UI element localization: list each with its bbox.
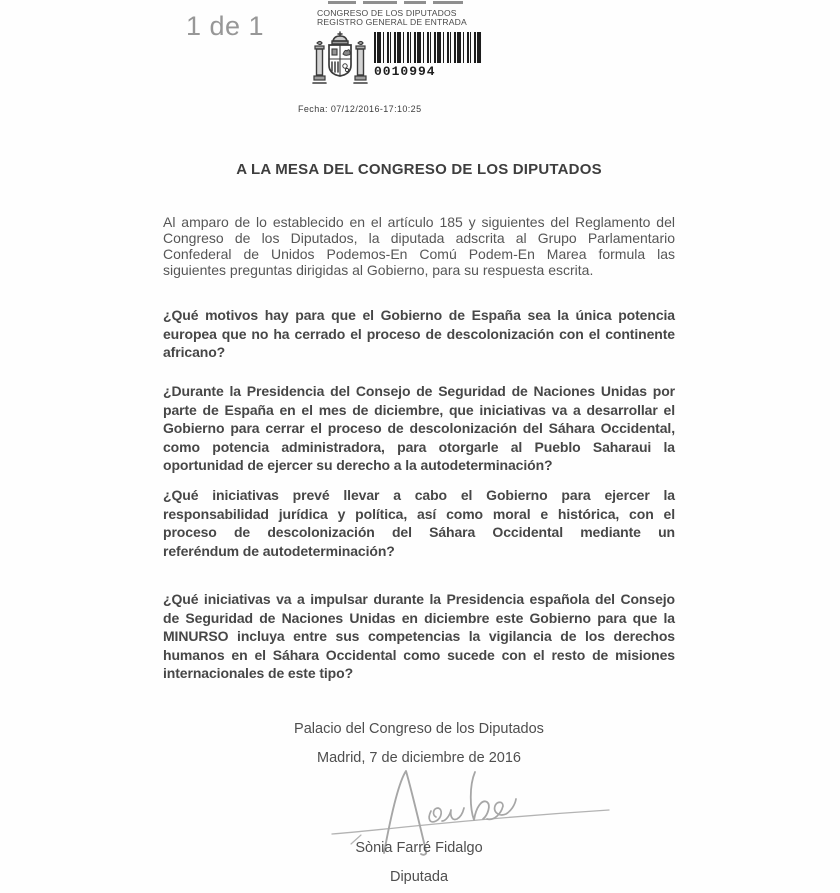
stamp-date: Fecha: 07/12/2016-17:10:25 bbox=[298, 103, 422, 114]
text-line: africano? bbox=[163, 344, 226, 361]
text-line: Gobierno para cerrar el proceso de descolonización del Sáhara Occidental, bbox=[163, 420, 675, 437]
page-indicator: 1 de 1 bbox=[186, 11, 265, 41]
stamp-header bbox=[317, 9, 496, 28]
question-paragraph-4 bbox=[163, 590, 675, 683]
document-title: A LA MESA DEL CONGRESO DE LOS DIPUTADOS bbox=[236, 161, 602, 178]
text-line: ¿Qué iniciativas prevé llevar a cabo el Gobierno para ejercer la bbox=[163, 487, 675, 503]
text-line: como potencia administradora, para otorgarle al Pueblo Saharaui la bbox=[163, 438, 675, 455]
stamp-body bbox=[296, 31, 496, 114]
closing-place: Palacio del Congreso de los Diputados bbox=[294, 721, 544, 737]
signer-role: Diputada bbox=[389, 869, 449, 885]
text-line: siguientes preguntas dirigidas al Gobierno, para su respuesta escrita. bbox=[163, 261, 594, 278]
stamp-org-line1: CONGRESO DE LOS DIPUTADOS bbox=[317, 8, 457, 18]
question-paragraph-3 bbox=[163, 486, 675, 560]
question-paragraph-1 bbox=[163, 306, 675, 362]
closing-date: Madrid, 7 de diciembre de 2016 bbox=[317, 750, 521, 766]
text-line: internacionales de este tipo? bbox=[163, 665, 354, 682]
text-line: Congreso de los Diputados, la diputada adscrita al Grupo Parlamentario bbox=[163, 229, 675, 246]
text-line: humanos en el Sáhara Occidental como sucede con el resto de misiones bbox=[163, 646, 675, 663]
intro-paragraph bbox=[163, 215, 675, 279]
text-line: ¿Qué motivos hay para que el Gobierno de España sea la única potencia bbox=[163, 307, 675, 323]
spain-coat-of-arms-icon bbox=[310, 31, 370, 89]
text-line: europea que no ha cerrado el proceso de descolonización con el continente bbox=[163, 325, 675, 342]
question-paragraph-2 bbox=[163, 382, 675, 475]
barcode-icon bbox=[374, 32, 482, 63]
text-line: MINURSO incluya entre sus competencias la vigilancia de los derechos bbox=[163, 628, 675, 645]
signer-name: Sònia Farré Fidalgo bbox=[355, 840, 483, 856]
text-line: ¿Durante la Presidencia del Consejo de Seguridad de Naciones Unidas por bbox=[163, 383, 675, 399]
text-line: referéndum de autodeterminación? bbox=[163, 542, 395, 559]
barcode-block bbox=[374, 32, 484, 79]
text-line: ¿Qué iniciativas va a impulsar durante la Presidencia española del Consejo bbox=[163, 591, 675, 607]
text-line: proceso de descolonización del Sáhara Occidental mediante un bbox=[163, 524, 675, 541]
text-line: Confederal de Unidos Podemos-En Comú Podem-En Marea formula las bbox=[163, 245, 675, 262]
text-line: oportunidad de ejercer su derecho a la autodeterminación? bbox=[163, 457, 553, 474]
text-line: Al amparo de lo establecido en el artículo 185 y siguientes del Reglamento del bbox=[163, 214, 675, 230]
text-line: responsabilidad jurídica y política, así como moral e histórica, con el bbox=[163, 505, 675, 522]
stamp-org-line2: REGISTRO GENERAL DE ENTRADA bbox=[317, 17, 467, 28]
registry-stamp bbox=[296, 4, 496, 114]
text-line: parte de España en el mes de diciembre, que iniciativas va a desarrollar el bbox=[163, 401, 675, 418]
text-line: de Seguridad de Naciones Unidas en diciembre este Gobierno para que la bbox=[163, 609, 675, 626]
barcode-number: 0010994 bbox=[374, 63, 436, 79]
scan-artifact-dashes bbox=[328, 1, 478, 5]
